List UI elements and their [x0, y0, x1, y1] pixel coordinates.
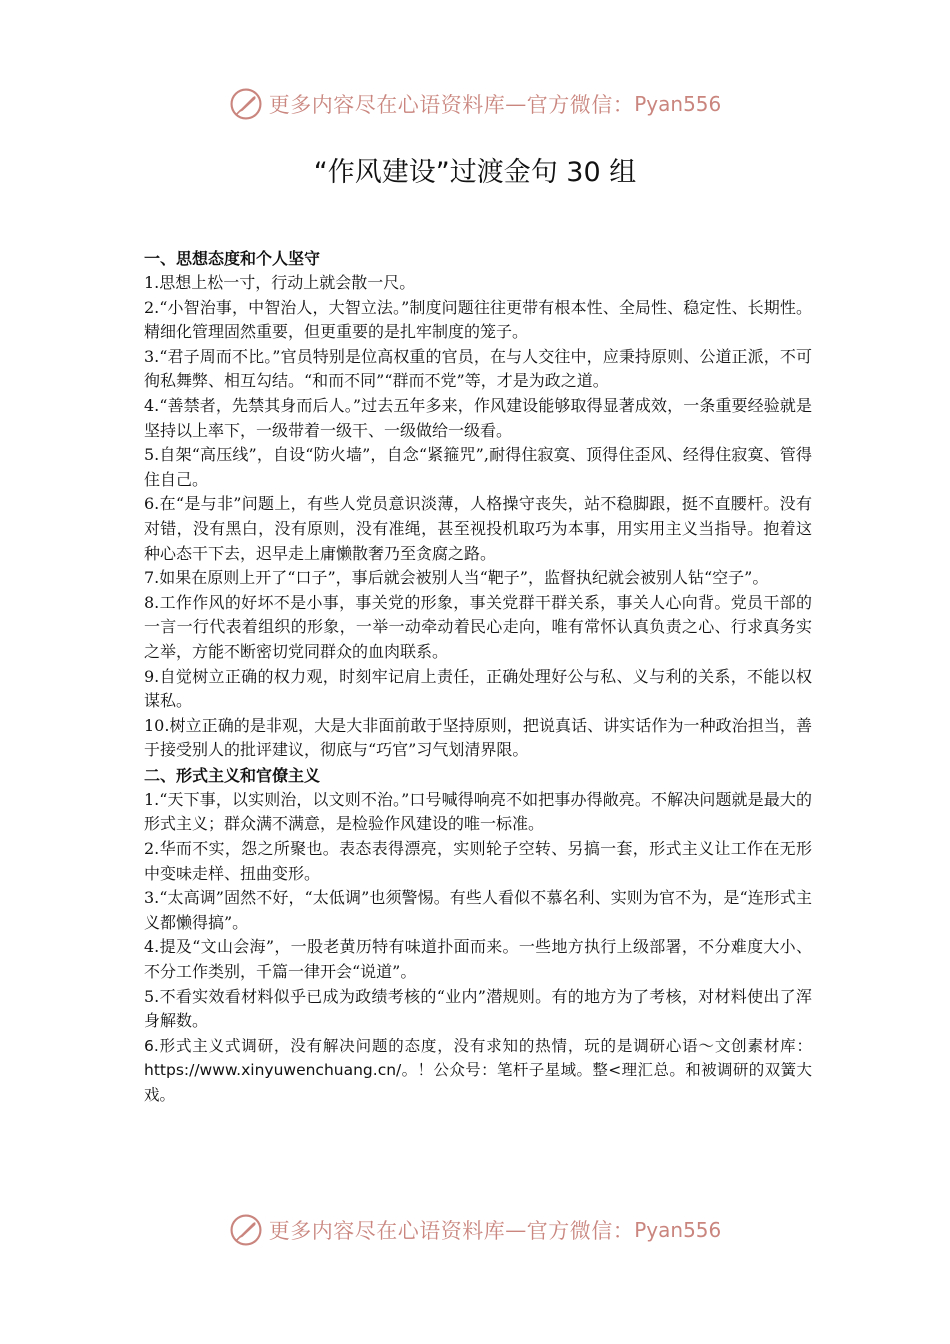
watermark-separator: — [505, 1218, 527, 1242]
header-watermark [0, 84, 950, 124]
quote-item: 9.自觉树立正确的权力观，时刻牢记肩上责任，正确处理好公与私、义与利的关系，不能以权谋私。 [144, 666, 812, 711]
quill-logo-icon [229, 1213, 263, 1247]
section-heading: 一、思想态度和个人坚守 [144, 249, 321, 268]
quote-item: 6.在“是与非”问题上，有些人党员意识淡薄，人格操守丧失，站不稳脚跟，挺不直腰杆。没有对错，没有黑白，没有原则，没有准绳，甚至视投机取巧为本事，用实用主义当指导。抱着这种心态干下去，迟早走上庸懒散奢乃至贪腐之路。 [144, 494, 812, 563]
watermark-text: 更多内容尽在心语资料库 [268, 1219, 506, 1243]
quote-item: 2.华而不实，怨之所聚也。表态表得漂亮，实则轮子空转、另搞一套，形式主义让工作在无形中变味走样、扭曲变形。 [144, 839, 812, 883]
quote-item: 6.形式主义式调研，没有解决问题的态度，没有求知的热情，玩的是调研心语～文创素材库：https://www.xinyuwenchuang.cn/。！公众号：笔杆子星域。整<理汇总。和被调研的双簧大戏。 [144, 1036, 812, 1104]
quote-item: 5.不看实效看材料似乎已成为政绩考核的“业内”潜规则。有的地方为了考核，对材料使出了浑身解数。 [144, 986, 812, 1031]
footer-watermark [0, 1210, 950, 1250]
page-title: “作风建设”过渡金句 30 组 [313, 157, 637, 188]
document-body [144, 246, 812, 1108]
quote-item: 7.如果在原则上开了“口子”，事后就会被别人当“靶子”，监督执纪就会被别人钻“空子”。 [144, 568, 769, 588]
watermark-label: 官方微信： [526, 1219, 635, 1243]
quote-item: 1.“天下事，以实则治，以文则不治。”口号喊得响亮不如把事办得敞亮。不解决问题就是最大的形式主义；群众满不满意，是检验作风建设的唯一标准。 [144, 789, 812, 834]
quote-item: 4.“善禁者，先禁其身而后人。”过去五年多来，作风建设能够取得显著成效，一条重要经验就是坚持以上率下，一级带着一级干、一级做给一级看。 [144, 395, 812, 440]
quote-item: 1.思想上松一寸，行动上就会散一尺。 [144, 273, 416, 292]
quote-item: 3.“太高调”固然不好，“太低调”也须警惕。有些人看似不慕名利、实则为官不为，是“连形式主义都懒得搞”。 [144, 888, 812, 932]
quote-item: 2.“小智治事，中智治人，大智立法。”制度问题往往更带有根本性、全局性、稳定性、长期性。精细化管理固然重要，但更重要的是扎牢制度的笼子。 [144, 297, 812, 342]
quill-logo-icon [229, 87, 263, 121]
quote-item: 4.提及“文山会海”，一股老黄历特有味道扑面而来。一些地方执行上级部署，不分难度大小、不分工作类别，千篇一律开会“说道”。 [144, 937, 812, 982]
watermark-label: 官方微信： [526, 93, 635, 117]
quote-item: 5.自架“高压线”，自设“防火墙”，自念“紧箍咒”,耐得住寂寞、顶得住歪风、经得住寂寞、管得住自己。 [144, 445, 812, 489]
watermark-text: 更多内容尽在心语资料库 [268, 93, 506, 117]
section-heading: 二、形式主义和官僚主义 [144, 765, 321, 785]
quote-item: 8.工作作风的好坏不是小事，事关党的形象，事关党群干群关系，事关人心向背。党员干部的一言一行代表着组织的形象，一举一动牵动着民心走向，唯有常怀认真负责之心、行求真务实之举，方能不断密切党同群众的血肉联系。 [144, 592, 812, 661]
watermark-wechat-id: Pyan556 [634, 1218, 722, 1242]
watermark-separator: — [505, 92, 527, 116]
watermark-wechat-id: Pyan556 [634, 92, 722, 116]
quote-item: 3.“君子周而不比。”官员特别是位高权重的官员，在与人交往中，应秉持原则、公道正派，不可徇私舞弊、相互勾结。“和而不同”“群而不党”等，才是为政之道。 [144, 346, 812, 391]
quote-item: 10.树立正确的是非观，大是大非面前敢于坚持原则，把说真话、讲实话作为一种政治担当，善于接受别人的批评建议，彻底与“巧官”习气划清界限。 [144, 715, 812, 760]
